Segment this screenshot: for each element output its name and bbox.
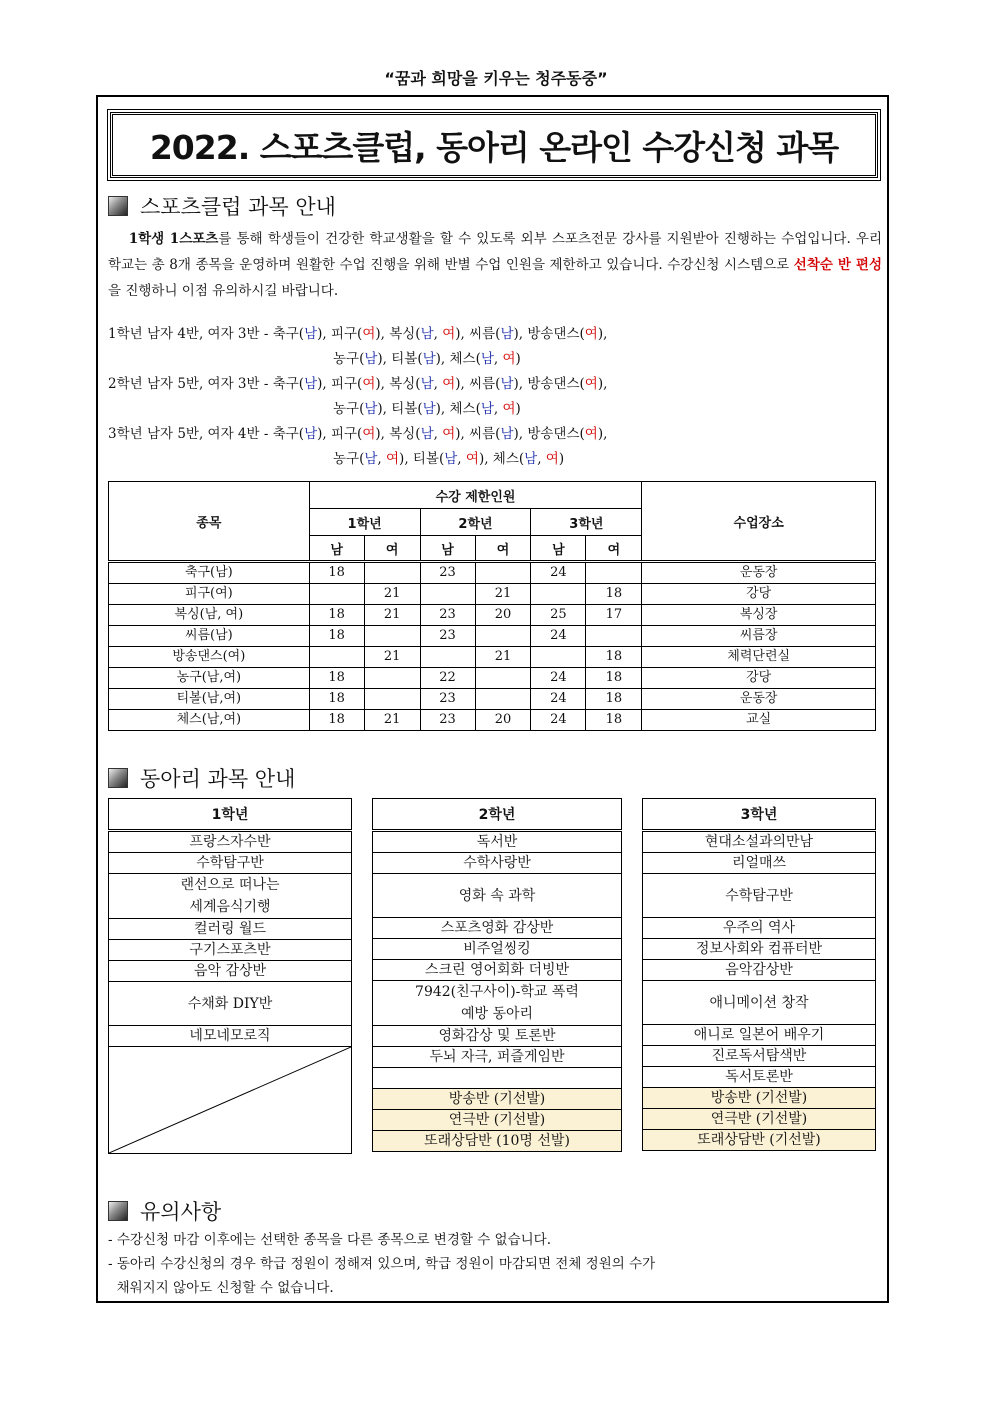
table-row — [109, 710, 876, 731]
header-female: 여 — [586, 536, 642, 562]
header-female: 여 — [475, 536, 531, 562]
limit-cell: 20 — [475, 710, 531, 731]
limit-cell: 18 — [309, 710, 364, 731]
limit-cell: 23 — [420, 562, 475, 584]
header-grade1: 1학년 — [309, 509, 420, 536]
section-header-notes — [108, 1196, 221, 1226]
limit-cell: 21 — [364, 584, 420, 605]
intro-highlight: 선착순 반 편성 — [793, 257, 882, 273]
limit-cell — [420, 647, 475, 668]
club-item: 수학탐구반 — [109, 853, 352, 874]
table-row — [109, 689, 876, 710]
square-bullet-icon — [108, 1201, 128, 1221]
club-item: 스크린 영어회화 더빙반 — [373, 960, 622, 981]
limit-cell — [364, 562, 420, 584]
limit-cell: 24 — [531, 626, 586, 647]
page-title: 2022. 스포츠클럽, 동아리 온라인 수강신청 과목 — [110, 112, 878, 178]
section-title: 유의사항 — [140, 1200, 222, 1224]
limit-cell: 18 — [309, 626, 364, 647]
club-item: 구기스포츠반 — [109, 940, 352, 961]
table-row — [109, 584, 876, 605]
club-header: 2학년 — [373, 799, 622, 831]
table-row — [109, 562, 876, 584]
club-header: 3학년 — [643, 799, 876, 831]
club-item: 우주의 역사 — [643, 918, 876, 939]
section-title: 스포츠클럽 과목 안내 — [140, 195, 336, 219]
section-header-sports — [108, 191, 336, 221]
header-grade2: 2학년 — [420, 509, 531, 536]
club-item: 수학사랑반 — [373, 853, 622, 874]
intro-bold: 1학생 1스포츠 — [128, 231, 219, 247]
header-female: 여 — [364, 536, 420, 562]
club-item-line: 세계음식기행 — [189, 899, 271, 915]
club-item-line: 랜선으로 떠나는 — [180, 877, 280, 893]
club-item: 수학탐구반 — [643, 874, 876, 918]
note-item: 채워지지 않아도 신청할 수 없습니다. — [108, 1280, 334, 1296]
club-item-line: 7942(친구사이)-학교 폭력 — [415, 984, 579, 1000]
limit-cell: 25 — [531, 605, 586, 626]
header-event: 종목 — [109, 482, 310, 562]
event-cell: 피구(여) — [109, 584, 310, 605]
header-limit: 수강 제한인원 — [309, 482, 642, 509]
club-item: 프랑스자수반 — [109, 831, 352, 853]
place-cell: 교실 — [642, 710, 876, 731]
place-cell: 복싱장 — [642, 605, 876, 626]
club-item: 영화감상 및 토론반 — [373, 1026, 622, 1047]
club-item: 컬러링 월드 — [109, 919, 352, 940]
limit-cell: 21 — [475, 647, 531, 668]
limit-cell — [475, 626, 531, 647]
limit-cell — [309, 647, 364, 668]
limit-cell: 18 — [586, 647, 642, 668]
club-item: 독서토론반 — [643, 1067, 876, 1088]
header-male: 남 — [309, 536, 364, 562]
limit-cell: 24 — [531, 689, 586, 710]
club-item: 비주얼씽킹 — [373, 939, 622, 960]
club-item: 연극반 (기선발) — [373, 1110, 622, 1131]
limit-cell — [364, 689, 420, 710]
club-item: 음악감상반 — [643, 960, 876, 981]
limit-cell — [586, 562, 642, 584]
limit-cell: 21 — [364, 605, 420, 626]
club-item: 수채화 DIY반 — [109, 982, 352, 1026]
club-header: 1학년 — [109, 799, 352, 831]
place-cell: 씨름장 — [642, 626, 876, 647]
event-cell: 씨름(남) — [109, 626, 310, 647]
table-row — [109, 668, 876, 689]
limit-cell: 18 — [309, 605, 364, 626]
grade1-line2: 농구(남), 티볼(남), 체스(남, 여) — [333, 351, 521, 367]
note-item: - 수강신청 마감 이후에는 선택한 종목을 다른 종목으로 변경할 수 없습니다. — [108, 1232, 551, 1248]
limit-cell: 18 — [309, 689, 364, 710]
event-cell: 체스(남,여) — [109, 710, 310, 731]
table-row — [109, 626, 876, 647]
limit-cell — [309, 584, 364, 605]
limit-cell: 23 — [420, 605, 475, 626]
club-item — [373, 1068, 622, 1089]
event-cell: 방송댄스(여) — [109, 647, 310, 668]
limit-cell — [586, 626, 642, 647]
grade3-line2: 농구(남, 여), 티볼(남, 여), 체스(남, 여) — [333, 451, 565, 467]
club-item: 연극반 (기선발) — [643, 1109, 876, 1130]
section-title: 동아리 과목 안내 — [140, 767, 296, 791]
limit-cell: 18 — [586, 668, 642, 689]
club-item: 또래상담반 (기선발) — [643, 1130, 876, 1151]
diagonal-line — [109, 1047, 351, 1153]
place-cell: 체력단련실 — [642, 647, 876, 668]
limit-cell: 24 — [531, 710, 586, 731]
note-item: - 동아리 수강신청의 경우 학급 정원이 정해져 있으며, 학급 정원이 마감되면 전체 정원의 수가 — [108, 1256, 656, 1272]
limit-cell — [531, 584, 586, 605]
limit-cell: 23 — [420, 626, 475, 647]
event-cell: 농구(남,여) — [109, 668, 310, 689]
empty-cell — [109, 1047, 352, 1154]
club-item: 현대소설과의만남 — [643, 831, 876, 853]
header-grade3: 3학년 — [531, 509, 642, 536]
header-male: 남 — [420, 536, 475, 562]
club-item: 네모네모로직 — [109, 1026, 352, 1047]
limit-cell: 18 — [309, 668, 364, 689]
limit-cell: 21 — [364, 647, 420, 668]
event-cell: 복싱(남, 여) — [109, 605, 310, 626]
section-header-clubs — [108, 763, 295, 793]
place-cell: 강당 — [642, 668, 876, 689]
club-item — [373, 981, 622, 1026]
header-place: 수업장소 — [642, 482, 876, 562]
limit-cell: 18 — [309, 562, 364, 584]
grade2-line2: 농구(남), 티볼(남), 체스(남, 여) — [333, 401, 521, 417]
limit-cell — [364, 626, 420, 647]
notes-list — [108, 1228, 655, 1300]
grade1-line1: 1학년 남자 4반, 여자 3반 - 축구(남), 피구(여), 복싱(남, 여), 씨름(남), 방송댄스(여), — [108, 326, 608, 342]
club-item: 방송반 (기선발) — [643, 1088, 876, 1109]
club-item: 스포츠영화 감상반 — [373, 918, 622, 939]
club-item: 방송반 (기선발) — [373, 1089, 622, 1110]
club-item: 진로독서탐색반 — [643, 1046, 876, 1067]
club-item: 애니메이션 창작 — [643, 981, 876, 1025]
grade2-line1: 2학년 남자 5반, 여자 3반 - 축구(남), 피구(여), 복싱(남, 여), 씨름(남), 방송댄스(여), — [108, 376, 608, 392]
club-item: 정보사회와 컴퓨터반 — [643, 939, 876, 960]
square-bullet-icon — [108, 768, 128, 788]
club-item: 영화 속 과학 — [373, 874, 622, 918]
place-cell: 운동장 — [642, 562, 876, 584]
limit-cell: 22 — [420, 668, 475, 689]
event-cell: 축구(남) — [109, 562, 310, 584]
limit-cell — [531, 647, 586, 668]
limit-cell: 20 — [475, 605, 531, 626]
club-item: 애니로 일본어 배우기 — [643, 1025, 876, 1046]
limit-cell: 18 — [586, 710, 642, 731]
square-bullet-icon — [108, 196, 128, 216]
grade-event-list — [108, 322, 607, 472]
header-male: 남 — [531, 536, 586, 562]
school-slogan: “꿈과 희망을 키우는 청주동중” — [384, 69, 608, 88]
table-row — [109, 647, 876, 668]
grade3-line1: 3학년 남자 5반, 여자 4반 - 축구(남), 피구(여), 복싱(남, 여), 씨름(남), 방송댄스(여), — [108, 426, 608, 442]
club-column-grade2 — [372, 798, 622, 1152]
limit-cell: 18 — [586, 689, 642, 710]
limit-cell — [475, 562, 531, 584]
limit-cell — [475, 668, 531, 689]
club-item — [109, 874, 352, 919]
club-column-grade3 — [642, 798, 876, 1151]
limit-cell: 24 — [531, 562, 586, 584]
limit-cell — [475, 689, 531, 710]
intro-text: 를 통해 학생들이 건강한 학교생활을 할 수 있도록 외부 스포츠전문 강사를 지원받아 진행하는 수업입니다. 우리 학교는 총 8개 종목을 운영하며 원활한 수업 진행을 위해 반별 수업 인원을 제한하고 있습니다. 수강신청 시스템으로 — [108, 231, 882, 273]
limit-cell — [364, 668, 420, 689]
club-item-line: 예방 동아리 — [460, 1006, 534, 1022]
intro-text-end: 을 진행하니 이점 유의하시길 바랍니다. — [108, 283, 339, 299]
sports-limit-table — [108, 481, 876, 731]
club-item: 독서반 — [373, 831, 622, 853]
club-column-grade1 — [108, 798, 352, 1154]
club-item: 음악 감상반 — [109, 961, 352, 982]
club-item: 또래상담반 (10명 선발) — [373, 1131, 622, 1152]
sports-intro — [108, 226, 882, 304]
limit-cell: 21 — [475, 584, 531, 605]
limit-cell — [420, 584, 475, 605]
place-cell: 강당 — [642, 584, 876, 605]
limit-cell: 21 — [364, 710, 420, 731]
limit-cell: 17 — [586, 605, 642, 626]
club-item: 두뇌 자극, 퍼즐게임반 — [373, 1047, 622, 1068]
club-item: 리얼매쓰 — [643, 853, 876, 874]
table-row — [109, 605, 876, 626]
limit-cell: 23 — [420, 689, 475, 710]
limit-cell: 23 — [420, 710, 475, 731]
event-cell: 티볼(남,여) — [109, 689, 310, 710]
place-cell: 운동장 — [642, 689, 876, 710]
limit-cell: 18 — [586, 584, 642, 605]
limit-cell: 24 — [531, 668, 586, 689]
